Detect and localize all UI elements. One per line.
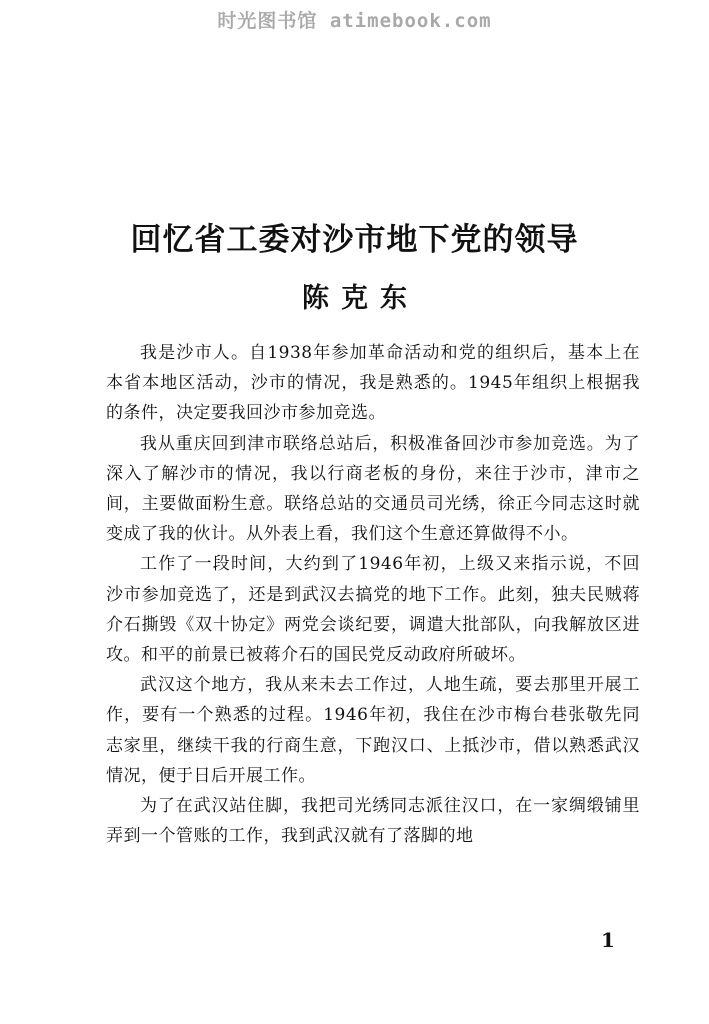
paragraph-5: 为了在武汉站住脚，我把司光绣同志派往汉口，在一家绸缎铺里弄到一个管账的工作，我到武汉就有了落脚的地: [106, 796, 640, 847]
paragraph-4: 武汉这个地方，我从来未去工作过，人地生疏，要去那里开展工作，要有一个熟悉的过程。1946年初，我住在沙市梅台巷张敬先同志家里，继续干我的行商生意，下跑汉口、上抵沙市，借以熟悉武汉情况，便于日后开展工作。: [106, 675, 640, 786]
watermark: 时光图书馆 atimebook.com: [217, 10, 492, 32]
page-title: 回忆省工委对沙市地下党的领导: [130, 222, 579, 258]
author-name: 陈克东: [302, 283, 419, 314]
page-number: 1: [601, 928, 615, 952]
paragraph-2: 我从重庆回到津市联络总站后，积极准备回沙市参加竞选。为了深入了解沙市的情况，我以行商老板的身份，来往于沙市，津市之间，主要做面粉生意。联络总站的交通员司光绣，徐正今同志这时就变成了我的伙计。从外表上看，我们这个生意还算做得不小。: [106, 433, 640, 545]
paragraph-3: 工作了一段时间，大约到了1946年初，上级又来指示说，不回沙市参加竞选了，还是到武汉去搞党的地下工作。此刻，独夫民贼蒋介石撕毁《双十协定》两党会谈纪要，调遣大批部队，向我解放区进攻。和平的前景已被蒋介石的国民党反动政府所破坏。: [106, 554, 640, 666]
body-text: [106, 338, 640, 851]
paragraph-1: 我是沙市人。自1938年参加革命活动和党的组织后，基本上在本省本地区活动，沙市的情况，我是熟悉的。1945年组织上根据我的条件，决定要我回沙市参加竞选。: [106, 343, 640, 424]
